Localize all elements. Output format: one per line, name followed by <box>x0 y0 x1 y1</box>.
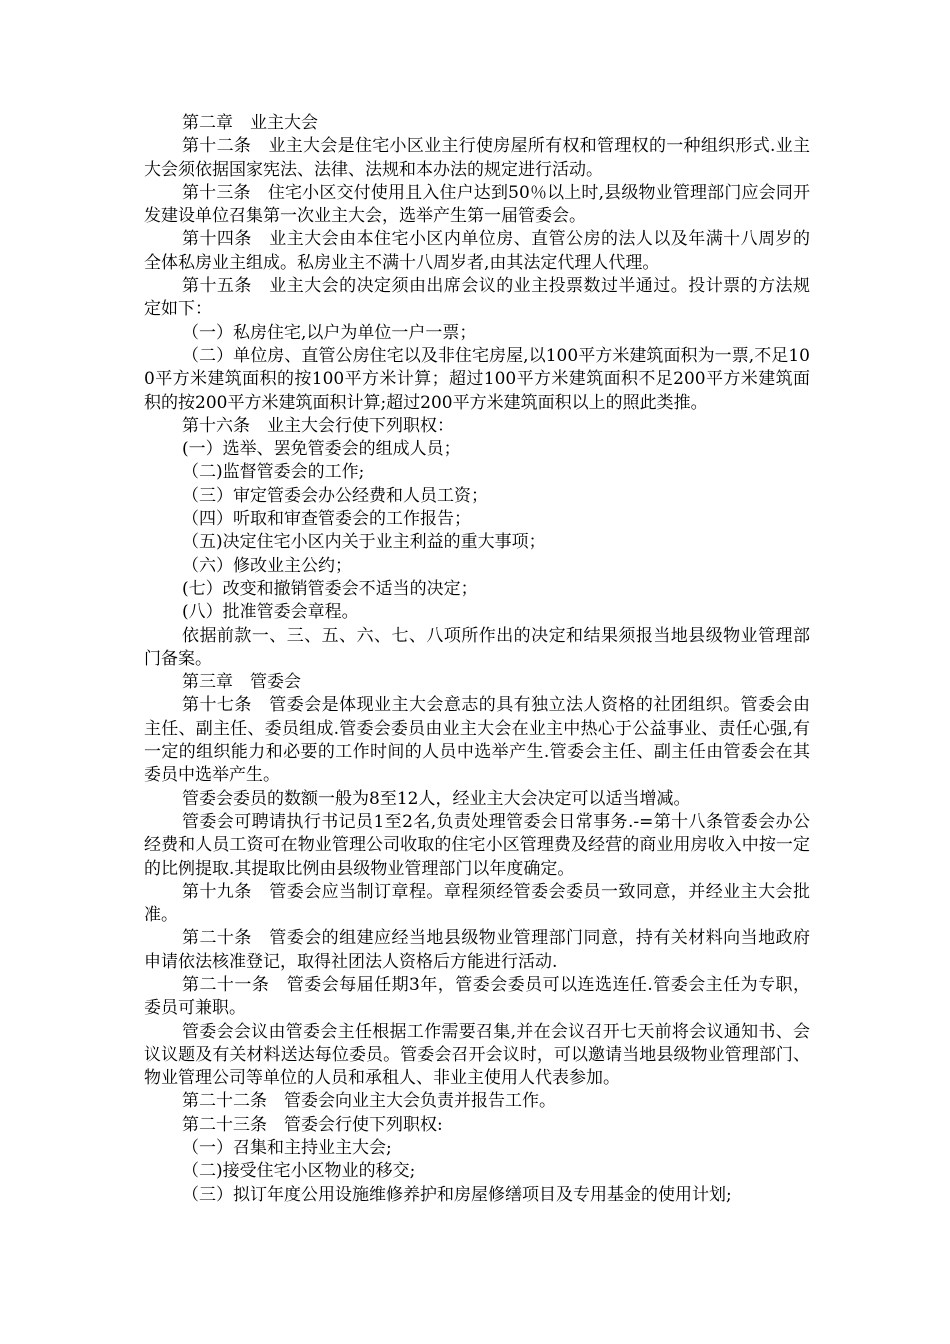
committee-meeting-paragraph: 管委会会议由管委会主任根据工作需要召集,并在会议召开七天前将会议通知书、会议议题及有关材料送达每位委员。管委会召开会议时，可以邀请当地县级物业管理部门、物业管理公司等单位的人员和承租人、非业主使用人代表参加。 <box>144 1021 810 1089</box>
article-15: 第十五条 业主大会的决定须由出席会议的业主投票数过半通过。投计票的方法规定如下： <box>144 276 810 320</box>
article-16-item-2: （二)监督管委会的工作; <box>182 462 365 483</box>
article-23-item-2: （二)接受住宅小区物业的移交; <box>182 1161 416 1182</box>
secretary-and-article-18: 管委会可聘请执行书记员1至2名,负责处理管委会日常事务.-=第十八条管委会办公经费和人员工资可在物业管理公司收取的住宅小区管理费及经营的商业用房收入中按一定的比例提取.其提取比例由县级物业管理部门以年度确定。 <box>144 811 810 879</box>
article-15-item-1: （一）私房住宅,以户为单位一户一票； <box>182 322 477 343</box>
article-16-item-5: （五)决定住宅小区内关于业主利益的重大事项； <box>182 532 546 553</box>
article-23-item-3: （三）拟订年度公用设施维修养护和房屋修缮项目及专用基金的使用计划; <box>182 1184 732 1205</box>
article-16-item-6: （六）修改业主公约； <box>182 555 352 576</box>
article-23-item-1: （一）召集和主持业主大会; <box>182 1138 392 1159</box>
article-16-item-8: (八）批准管委会章程。 <box>182 602 359 623</box>
article-13: 第十三条 住宅小区交付使用且入住户达到50％以上时,县级物业管理部门应会同开发建设单位召集第一次业主大会，选举产生第一届管委会。 <box>144 182 810 227</box>
article-16: 第十六条 业主大会行使下列职权： <box>182 415 454 436</box>
article-21: 第二十一条 管委会每届任期3年，管委会委员可以连选连任.管委会主任为专职，委员可兼职。 <box>144 974 810 1019</box>
article-22: 第二十二条 管委会向业主大会负责并报告工作。 <box>182 1091 556 1112</box>
article-16-item-3: （三）审定管委会办公经费和人员工资； <box>182 485 488 506</box>
committee-size-paragraph: 管委会委员的数额一般为8至12人，经业主大会决定可以适当增减。 <box>182 788 691 809</box>
article-20: 第二十条 管委会的组建应经当地县级物业管理部门同意，持有关材料向当地政府申请依法核准登记，取得社团法人资格后方能进行活动. <box>144 928 810 972</box>
chapter-heading-3: 第三章 管委会 <box>182 672 301 693</box>
article-12: 第十二条 业主大会是住宅小区业主行使房屋所有权和管理权的一种组织形式.业主大会须依据国家宪法、法律、法规和本办法的规定进行活动。 <box>144 136 810 180</box>
article-23: 第二十三条 管委会行使下列职权: <box>182 1114 443 1135</box>
article-15-item-2: （二）单位房、直管公房住宅以及非住宅房屋,以100平方米建筑面积为一票,不足100平方米建筑面积的按100平方米计算；超过100平方米建筑面积不足200平方米建筑面积的按200平方米建筑面积计算;超过200平方米建筑面积以上的照此类推。 <box>144 345 810 413</box>
chapter-heading-2: 第二章 业主大会 <box>182 113 318 133</box>
article-16-item-1: (一）选举、罢免管委会的组成人员； <box>182 439 461 460</box>
article-14: 第十四条 业主大会由本住宅小区内单位房、直管公房的法人以及年满十八周岁的全体私房业主组成。私房业主不满十八周岁者,由其法定代理人代理。 <box>144 229 810 273</box>
document-body <box>144 112 810 1207</box>
article-16-item-4: （四）听取和审查管委会的工作报告； <box>182 509 471 530</box>
article-17: 第十七条 管委会是体现业主大会意志的具有独立法人资格的社团组织。管委会由主任、副主任、委员组成.管委会委员由业主大会在业主中热心于公益事业、责任心强,有一定的组织能力和必要的工作时间的人员中选举产生.管委会主任、副主任由管委会在其委员中选举产生。 <box>144 695 810 786</box>
article-16-item-7: (七）改变和撤销管委会不适当的决定； <box>182 578 478 599</box>
article-19: 第十九条 管委会应当制订章程。章程须经管委会委员一致同意，并经业主大会批准。 <box>144 881 810 926</box>
article-16-filing-note: 依据前款一、三、五、六、七、八项所作出的决定和结果须报当地县级物业管理部门备案。 <box>144 625 810 669</box>
